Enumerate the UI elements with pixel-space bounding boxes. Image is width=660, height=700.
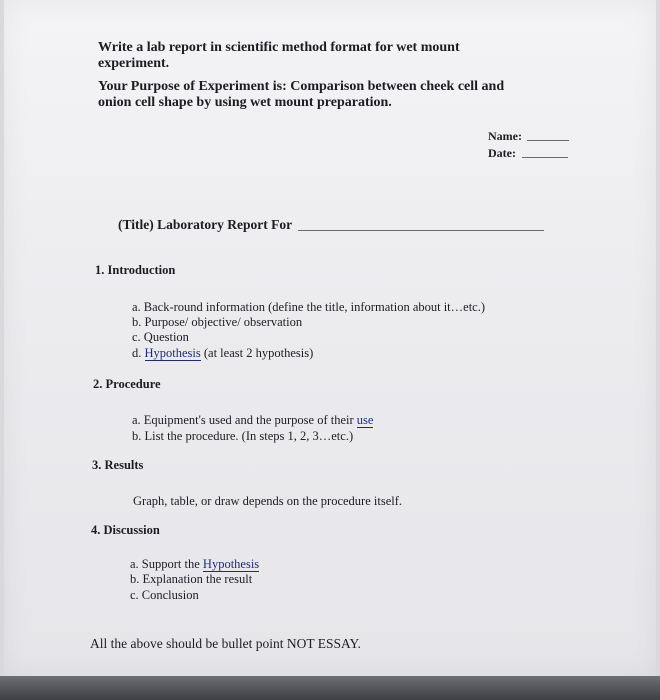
use-link[interactable]: use	[356, 413, 374, 427]
name-label: Name:	[488, 129, 522, 143]
discussion-item-a	[130, 557, 259, 573]
screen-bottom-edge	[0, 676, 660, 700]
footer-note: All the above should be bullet point NOT ESSAY.	[90, 636, 361, 651]
title-field-line	[298, 230, 544, 231]
section-results-heading: 3. Results	[92, 458, 144, 472]
procedure-item-a	[132, 413, 373, 429]
procedure-item-a-text: a. Equipment's used and the purpose of their	[132, 413, 357, 427]
intro-item-d-suffix: (at least 2 hypothesis)	[200, 346, 314, 360]
hypothesis-link[interactable]: Hypothesis	[144, 346, 201, 360]
purpose-line-2: onion cell shape by using wet mount preparation.	[98, 95, 392, 110]
discussion-item-a-prefix: a. Support the	[130, 557, 203, 571]
intro-item-b: b. Purpose/ objective/ observation	[132, 315, 303, 329]
section-discussion-heading: 4. Discussion	[91, 523, 160, 537]
results-text: Graph, table, or draw depends on the procedure itself.	[133, 494, 403, 508]
intro-item-d-prefix: d.	[132, 346, 145, 360]
instruction-line-2: experiment.	[98, 56, 170, 71]
hypothesis-link-2[interactable]: Hypothesis	[202, 557, 260, 571]
name-field-line	[527, 140, 569, 141]
procedure-item-b: b. List the procedure. (In steps 1, 2, 3…etc.)	[132, 429, 354, 443]
section-procedure-heading: 2. Procedure	[93, 377, 161, 391]
date-label: Date:	[488, 146, 516, 160]
date-field-line	[522, 157, 568, 158]
section-introduction-heading: 1. Introduction	[95, 263, 176, 277]
intro-item-c: c. Question	[132, 330, 189, 344]
intro-item-a: a. Back-round information (define the title, information about it…etc.)	[132, 300, 486, 314]
report-title-label: (Title) Laboratory Report For	[118, 217, 293, 232]
instruction-line-1: Write a lab report in scientific method format for wet mount	[98, 40, 460, 55]
discussion-item-c: c. Conclusion	[130, 588, 199, 602]
intro-item-d	[132, 346, 313, 362]
purpose-line-1: Your Purpose of Experiment is: Comparison between cheek cell and	[98, 79, 505, 94]
discussion-item-b: b. Explanation the result	[130, 572, 253, 586]
